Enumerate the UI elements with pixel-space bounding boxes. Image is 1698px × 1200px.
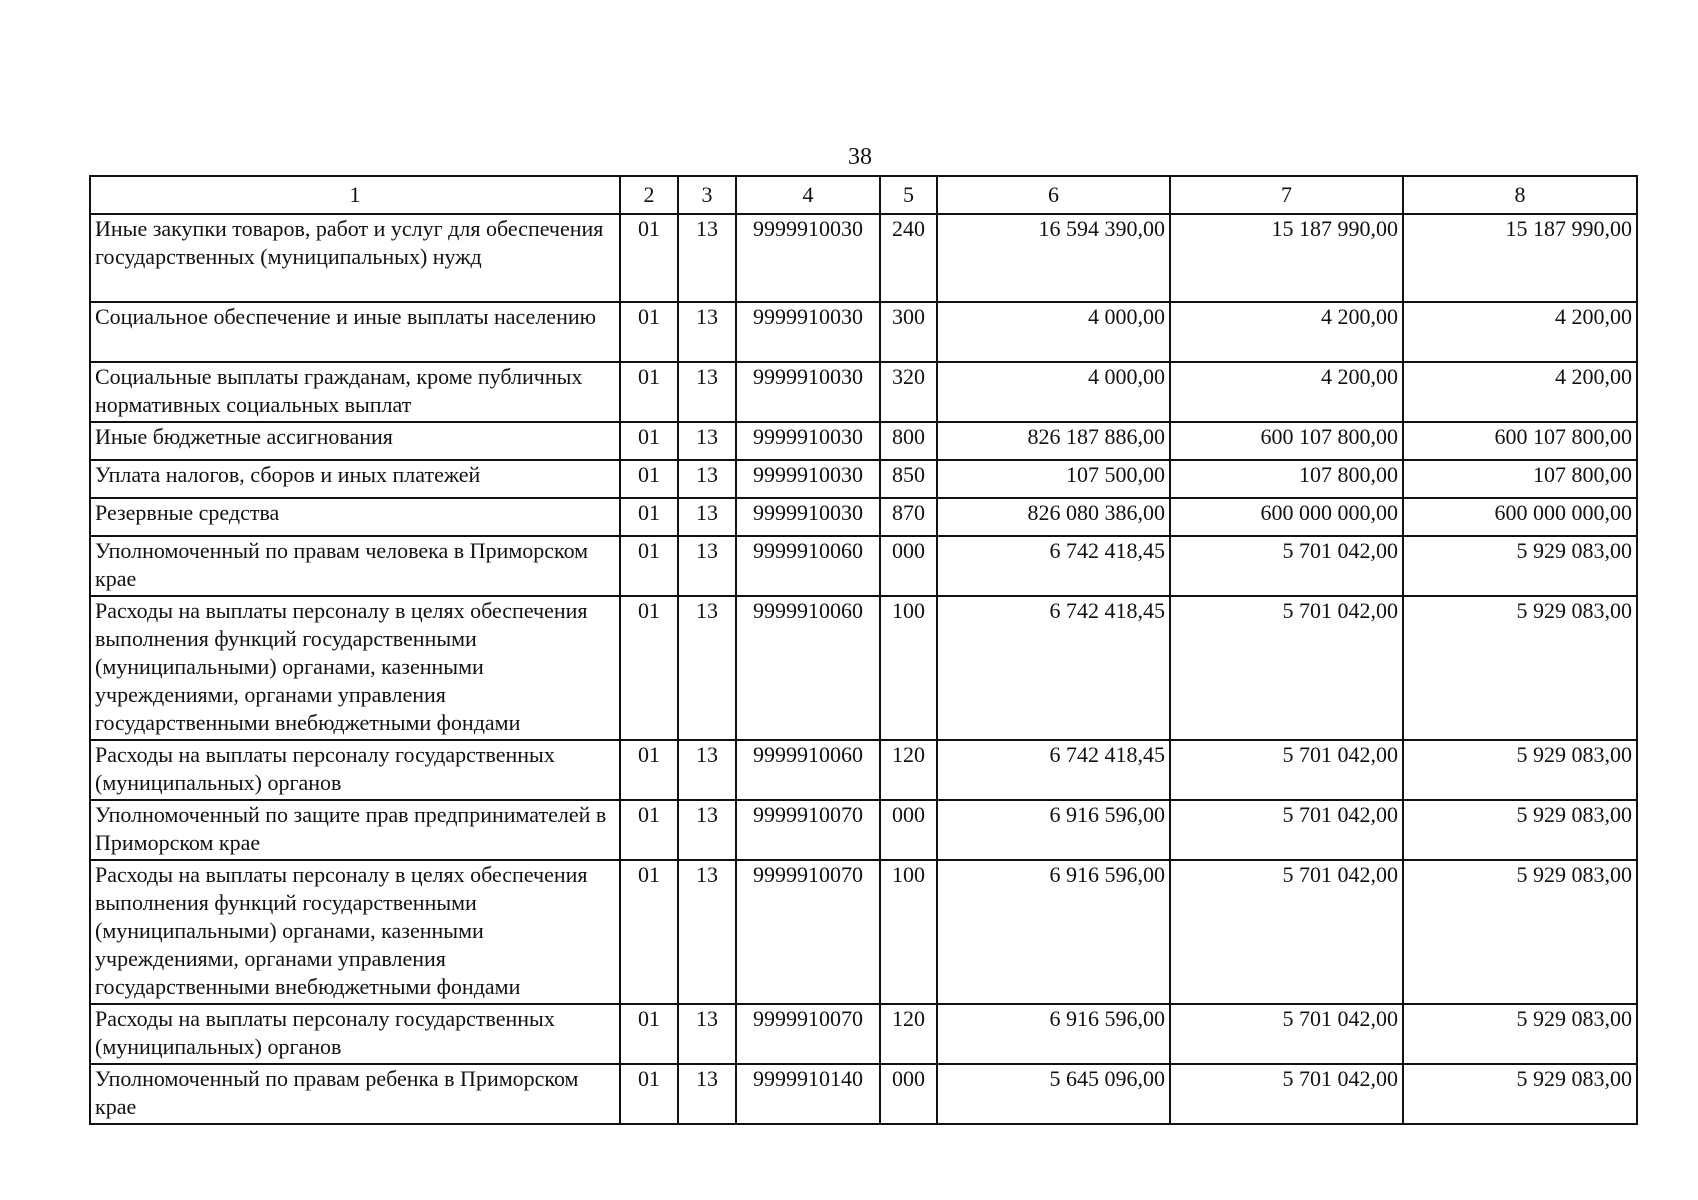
row-amount-col8: 5 929 083,00 (1403, 1004, 1637, 1064)
row-amount-col7: 5 701 042,00 (1170, 536, 1403, 596)
table-row (90, 1064, 1637, 1124)
header-col-5: 5 (880, 176, 937, 214)
row-amount-col8: 5 929 083,00 (1403, 860, 1637, 1004)
row-subsection: 13 (678, 596, 736, 740)
row-section: 01 (620, 740, 678, 800)
row-expense-type: 850 (880, 460, 937, 498)
row-amount-col8: 600 107 800,00 (1403, 422, 1637, 460)
row-amount-col6: 826 080 386,00 (937, 498, 1170, 536)
row-amount-col6: 16 594 390,00 (937, 214, 1170, 302)
row-subsection: 13 (678, 800, 736, 860)
table-row (90, 362, 1637, 422)
table-row (90, 860, 1637, 1004)
row-section: 01 (620, 498, 678, 536)
row-expense-type: 300 (880, 302, 937, 362)
row-subsection: 13 (678, 536, 736, 596)
budget-table (89, 175, 1638, 1125)
row-subsection: 13 (678, 422, 736, 460)
row-target-code: 9999910070 (736, 1004, 880, 1064)
row-amount-col6: 6 742 418,45 (937, 536, 1170, 596)
header-col-3: 3 (678, 176, 736, 214)
row-name: Расходы на выплаты персоналу в целях обеспечения выполнения функций государственными (муниципальными) органами, казенными учреждениями, органами управления государственными внебюджетными фондами (90, 860, 620, 1004)
table-row (90, 460, 1637, 498)
table-row (90, 1004, 1637, 1064)
table-row (90, 800, 1637, 860)
row-subsection: 13 (678, 1004, 736, 1064)
row-amount-col6: 6 742 418,45 (937, 740, 1170, 800)
row-target-code: 9999910070 (736, 860, 880, 1004)
table-row (90, 740, 1637, 800)
table-row (90, 422, 1637, 460)
row-subsection: 13 (678, 740, 736, 800)
row-section: 01 (620, 1064, 678, 1124)
row-name: Социальные выплаты гражданам, кроме публичных нормативных социальных выплат (90, 362, 620, 422)
row-section: 01 (620, 800, 678, 860)
row-amount-col7: 5 701 042,00 (1170, 740, 1403, 800)
row-amount-col7: 600 000 000,00 (1170, 498, 1403, 536)
row-name: Иные бюджетные ассигнования (90, 422, 620, 460)
row-amount-col6: 6 916 596,00 (937, 1004, 1170, 1064)
row-amount-col7: 5 701 042,00 (1170, 1004, 1403, 1064)
row-amount-col7: 15 187 990,00 (1170, 214, 1403, 302)
row-target-code: 9999910030 (736, 302, 880, 362)
row-amount-col6: 107 500,00 (937, 460, 1170, 498)
row-amount-col7: 4 200,00 (1170, 362, 1403, 422)
row-amount-col6: 4 000,00 (937, 302, 1170, 362)
row-expense-type: 800 (880, 422, 937, 460)
row-amount-col6: 6 742 418,45 (937, 596, 1170, 740)
row-expense-type: 120 (880, 1004, 937, 1064)
row-amount-col7: 5 701 042,00 (1170, 596, 1403, 740)
row-subsection: 13 (678, 302, 736, 362)
row-amount-col6: 4 000,00 (937, 362, 1170, 422)
row-amount-col8: 5 929 083,00 (1403, 596, 1637, 740)
header-col-6: 6 (937, 176, 1170, 214)
row-name: Иные закупки товаров, работ и услуг для обеспечения государственных (муниципальных) нужд (90, 214, 620, 302)
row-amount-col6: 6 916 596,00 (937, 800, 1170, 860)
row-expense-type: 240 (880, 214, 937, 302)
page-number: 38 (848, 144, 872, 170)
row-amount-col8: 5 929 083,00 (1403, 740, 1637, 800)
row-amount-col7: 5 701 042,00 (1170, 800, 1403, 860)
row-amount-col7: 5 701 042,00 (1170, 1064, 1403, 1124)
row-section: 01 (620, 362, 678, 422)
row-amount-col6: 6 916 596,00 (937, 860, 1170, 1004)
header-col-2: 2 (620, 176, 678, 214)
row-subsection: 13 (678, 460, 736, 498)
row-section: 01 (620, 460, 678, 498)
row-amount-col6: 5 645 096,00 (937, 1064, 1170, 1124)
row-expense-type: 100 (880, 596, 937, 740)
table-row (90, 302, 1637, 362)
row-name: Расходы на выплаты персоналу государственных (муниципальных) органов (90, 740, 620, 800)
row-section: 01 (620, 596, 678, 740)
row-amount-col8: 4 200,00 (1403, 362, 1637, 422)
header-row (90, 176, 1637, 214)
row-name: Уполномоченный по правам ребенка в Приморском крае (90, 1064, 620, 1124)
row-amount-col8: 5 929 083,00 (1403, 536, 1637, 596)
header-col-7: 7 (1170, 176, 1403, 214)
row-section: 01 (620, 214, 678, 302)
row-name: Уполномоченный по защите прав предпринимателей в Приморском крае (90, 800, 620, 860)
row-target-code: 9999910030 (736, 460, 880, 498)
row-amount-col7: 107 800,00 (1170, 460, 1403, 498)
row-subsection: 13 (678, 1064, 736, 1124)
row-target-code: 9999910140 (736, 1064, 880, 1124)
row-target-code: 9999910030 (736, 422, 880, 460)
row-expense-type: 000 (880, 800, 937, 860)
row-expense-type: 320 (880, 362, 937, 422)
row-amount-col7: 5 701 042,00 (1170, 860, 1403, 1004)
header-col-4: 4 (736, 176, 880, 214)
table-row (90, 498, 1637, 536)
row-subsection: 13 (678, 498, 736, 536)
row-target-code: 9999910060 (736, 536, 880, 596)
row-target-code: 9999910030 (736, 362, 880, 422)
row-target-code: 9999910060 (736, 596, 880, 740)
row-amount-col8: 5 929 083,00 (1403, 1064, 1637, 1124)
row-section: 01 (620, 860, 678, 1004)
row-subsection: 13 (678, 214, 736, 302)
row-expense-type: 100 (880, 860, 937, 1004)
row-amount-col6: 826 187 886,00 (937, 422, 1170, 460)
row-name: Уполномоченный по правам человека в Приморском крае (90, 536, 620, 596)
row-subsection: 13 (678, 362, 736, 422)
row-name: Социальное обеспечение и иные выплаты населению (90, 302, 620, 362)
row-name: Расходы на выплаты персоналу в целях обеспечения выполнения функций государственными (муниципальными) органами, казенными учреждениями, органами управления государственными внебюджетными фондами (90, 596, 620, 740)
row-amount-col8: 5 929 083,00 (1403, 800, 1637, 860)
row-amount-col7: 600 107 800,00 (1170, 422, 1403, 460)
table-row (90, 214, 1637, 302)
row-expense-type: 000 (880, 1064, 937, 1124)
row-target-code: 9999910030 (736, 498, 880, 536)
row-amount-col8: 107 800,00 (1403, 460, 1637, 498)
row-name: Уплата налогов, сборов и иных платежей (90, 460, 620, 498)
row-amount-col8: 600 000 000,00 (1403, 498, 1637, 536)
row-name: Резервные средства (90, 498, 620, 536)
row-amount-col8: 15 187 990,00 (1403, 214, 1637, 302)
table-row (90, 536, 1637, 596)
row-amount-col8: 4 200,00 (1403, 302, 1637, 362)
header-col-8: 8 (1403, 176, 1637, 214)
row-target-code: 9999910060 (736, 740, 880, 800)
row-subsection: 13 (678, 860, 736, 1004)
table-row (90, 596, 1637, 740)
row-section: 01 (620, 422, 678, 460)
row-expense-type: 120 (880, 740, 937, 800)
row-section: 01 (620, 1004, 678, 1064)
row-name: Расходы на выплаты персоналу государственных (муниципальных) органов (90, 1004, 620, 1064)
row-target-code: 9999910030 (736, 214, 880, 302)
row-target-code: 9999910070 (736, 800, 880, 860)
header-col-1: 1 (90, 176, 620, 214)
row-section: 01 (620, 302, 678, 362)
row-expense-type: 000 (880, 536, 937, 596)
row-expense-type: 870 (880, 498, 937, 536)
row-section: 01 (620, 536, 678, 596)
row-amount-col7: 4 200,00 (1170, 302, 1403, 362)
